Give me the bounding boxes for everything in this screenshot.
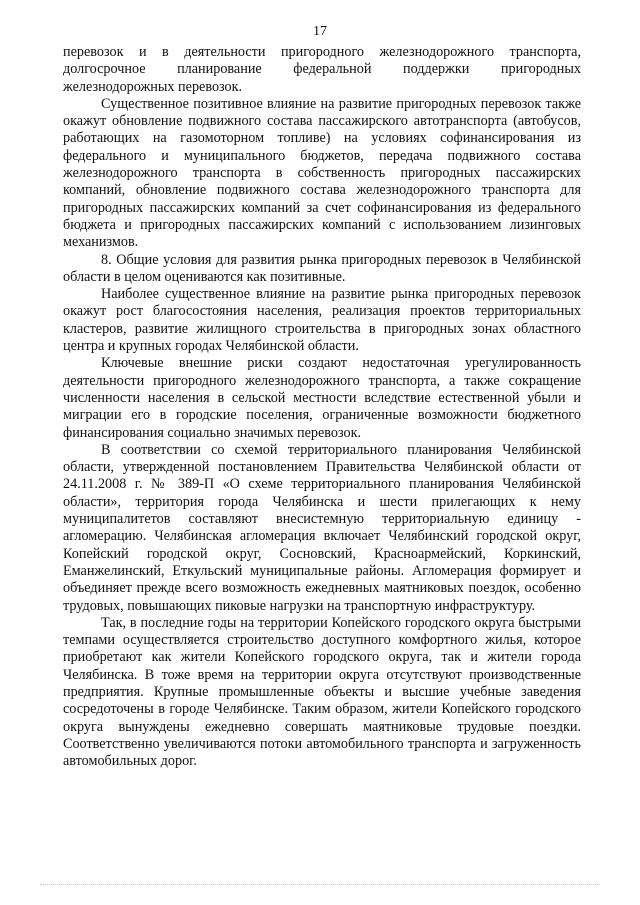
paragraph-risks: Ключевые внешние риски создают недостаточная урегулированность деятельности пригородного железнодорожного транспорта, а также сокращение численности населения в сельской местности вследствие естественной убыли и миграции его в городские поселения, ограниченные возможности бюджетного финансирования социально значимых перевозок. xyxy=(63,355,581,441)
document-body xyxy=(63,44,581,770)
paragraph-kopeysk: Так, в последние годы на территории Копейского городского округа быстрыми темпами осуществляется строительство доступного комфортного жилья, которое приобретают как жители Копейского городского округа, так и жители города Челябинска. В тоже время на территории округа отсутствуют производственные предприятия. Крупные промышленные объекты и высшие учебные заведения сосредоточены в городе Челябинске. Таким образом, жители Копейского городского округа вынуждены ежедневно совершать маятниковые трудовые поездки. Соответственно увеличиваются потоки автомобильного транспорта и загруженность автомобильных дорог. xyxy=(63,614,581,770)
page-number: 17 xyxy=(313,24,327,39)
paragraph-influence: Наиболее существенное влияние на развитие рынка пригородных перевозок окажут рост благосостояния населения, реализация проектов территориальных кластеров, развитие жилищного строительства в пригородных зонах областного центра и крупных городах Челябинской области. xyxy=(63,286,581,355)
paragraph-rolling-stock: Существенное позитивное влияние на развитие пригородных перевозок также окажут обновление подвижного состава пассажирского автотранспорта (автобусов, работающих на газомоторном топливе) на условиях софинансирования из федерального и муниципального бюджетов, передача подвижного состава железнодорожного транспорта в собственность пригородных пассажирских компаний, обновление подвижного состава железнодорожного транспорта для пригородных пассажирских компаний за счет софинансирования из федерального бюджета и пригородных пассажирских компаний с использованием лизинговых механизмов. xyxy=(63,95,581,251)
paragraph-agglomeration: В соответствии со схемой территориального планирования Челябинской области, утвержденной постановлением Правительства Челябинской области от 24.11.2008 г. № 389-П «О схеме территориального планирования Челябинской области», территория города Челябинска и шести прилегающих к нему муниципалитетов составляют внесистемную территориальную единицу - агломерацию. Челябинская агломерация включает Челябинский городской округ, Копейский городской округ, Сосновский, Красноармейский, Коркинский, Еманжелинский, Еткульский муниципальные районы. Агломерация формирует и объединяет прежде всего возможность ежедневных маятниковых поездок, особенно трудовых, повышающих пиковые нагрузки на транспортную инфраструктуру. xyxy=(63,441,581,614)
paragraph-continued: перевозок и в деятельности пригородного железнодорожного транспорта, долгосрочное планирование федеральной поддержки пригородных железнодорожных перевозок. xyxy=(63,44,581,95)
paragraph-section-8: 8. Общие условия для развития рынка пригородных перевозок в Челябинской области в целом оцениваются как позитивные. xyxy=(63,251,581,285)
scan-edge-divider xyxy=(40,884,600,891)
